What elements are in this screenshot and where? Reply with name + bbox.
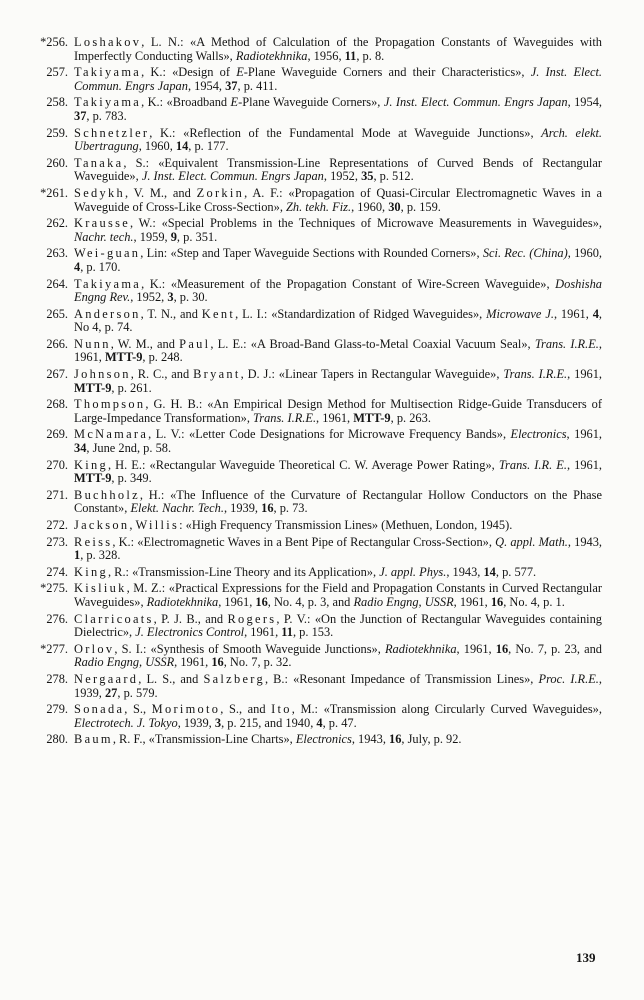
reference-text: , M.: «Transmission along Circularly Curved Waveguides», [291, 702, 602, 717]
reference-entry [30, 157, 602, 184]
reference-volume: 3 [214, 715, 222, 730]
reference-text: , W. M., and [110, 336, 180, 351]
reference-title-italic: Zh. tekh. Fiz. [286, 199, 352, 214]
reference-text: , 1952, [130, 290, 168, 305]
reference-volume: 16 [211, 655, 224, 670]
reference-entry [30, 338, 602, 365]
reference-text: , p. 215, and 1940, [221, 715, 317, 730]
reference-volume: MTT-9 [74, 380, 112, 395]
reference-text: , P. V.: «On the Junction of Rectangular Waveguides containing Dielectric», [74, 611, 602, 640]
reference-text: , p. 8. [356, 48, 385, 63]
reference-author: Nunn [74, 336, 111, 351]
reference-text: , p. 159. [400, 199, 441, 214]
reference-text: , 1961, [567, 367, 603, 382]
reference-volume: 16 [389, 732, 402, 747]
reference-entry [30, 187, 602, 214]
reference-author: Salzberg [203, 671, 265, 686]
reference-text: , R. C., and [130, 367, 194, 382]
reference-text: , V. M., and [124, 185, 197, 200]
reference-text: , 1939, [74, 671, 602, 700]
reference-text: , H. E.: «Rectangular Waveguide Theoretical C. W. Average Power Rating», [107, 457, 499, 472]
reference-author: Loshakov [74, 35, 142, 49]
reference-list [30, 36, 602, 750]
reference-text: , 1956, [307, 48, 345, 63]
reference-author: Baum [74, 732, 113, 747]
reference-entry [30, 703, 602, 730]
reference-number: 269. [46, 427, 68, 442]
reference-text: , p. 579. [117, 685, 158, 700]
reference-entry [30, 278, 602, 305]
reference-title-italic: Trans. I.R. E. [498, 457, 567, 472]
reference-number: 257. [46, 65, 68, 80]
reference-author: King [74, 564, 108, 579]
reference-author: Ito [271, 702, 292, 717]
reference-text: , 1960, [351, 199, 389, 214]
reference-number: 266. [46, 336, 68, 351]
reference-entry [30, 673, 602, 700]
reference-text: , 1961, [218, 594, 256, 609]
reference-number: *277. [40, 641, 68, 656]
reference-text: , L. I.: «Standardization of Ridged Waveguides», [235, 306, 487, 321]
reference-volume: 3 [167, 290, 174, 305]
reference-text: , p. 153. [292, 625, 334, 640]
reference-author: Orlov [74, 641, 115, 656]
reference-author: Sedykh [74, 185, 125, 200]
reference-author: Sonada [74, 702, 125, 717]
reference-title-italic: E [236, 65, 244, 80]
reference-number: 279. [46, 702, 68, 717]
reference-number: 280. [46, 732, 68, 747]
reference-author: Wei-guan [74, 246, 141, 261]
reference-text: , H.: «The Influence of the Curvature of Rectangular Hollow Conductors on the Phase Constant», [74, 487, 602, 516]
reference-volume: MTT-9 [74, 471, 112, 486]
reference-volume: 1 [74, 548, 81, 563]
reference-text: , 1939, [177, 715, 215, 730]
reference-title-italic: J. Inst. Elect. Commun. Engrs Japan [383, 95, 568, 110]
reference-entry [30, 217, 602, 244]
reference-entry [30, 489, 602, 516]
reference-text: , 1961, [566, 457, 603, 472]
reference-text: , 1961, [316, 410, 354, 425]
reference-number: 273. [46, 534, 68, 549]
reference-author: Kent [201, 306, 236, 321]
reference-number: 278. [46, 671, 68, 686]
reference-entry [30, 96, 602, 123]
reference-text: , p. 47. [322, 715, 357, 730]
reference-text: , 1961, [553, 306, 593, 321]
reference-entry [30, 247, 602, 274]
reference-text: , K.: «Electromagnetic Waves in a Bent Pipe of Rectangular Cross-Section», [112, 534, 496, 549]
reference-text: , p. 261. [111, 380, 152, 395]
reference-author: Kisliuk [74, 581, 127, 596]
reference-text: , 1961, [244, 625, 282, 640]
reference-author: Morimoto [151, 702, 221, 717]
reference-text: , p. 351. [176, 229, 218, 244]
reference-entry [30, 127, 602, 154]
reference-author: Tanaka [74, 155, 124, 170]
reference-title-italic: Q. appl. Math. [495, 534, 568, 549]
reference-author: Paul [179, 336, 211, 351]
reference-text: , K.: «Design of [141, 65, 237, 80]
reference-text: , p. 577. [495, 564, 537, 579]
reference-volume: 16 [490, 594, 504, 609]
reference-title-italic: E [230, 95, 239, 110]
reference-volume: 14 [483, 564, 496, 579]
reference-title-italic: Nachr. tech. [74, 229, 134, 244]
reference-author: Takiyama [74, 276, 142, 291]
reference-title-italic: Arch. elekt. Ubertragung [74, 125, 602, 154]
reference-volume: 9 [170, 229, 177, 244]
reference-author: Willis [135, 518, 180, 532]
reference-volume: 30 [388, 199, 401, 214]
reference-volume: 14 [175, 139, 189, 154]
reference-text: , T. N., and [140, 306, 202, 321]
reference-volume: 4 [316, 715, 323, 730]
reference-text: , 1961, [174, 655, 212, 670]
reference-text: , K.: «Measurement of the Propagation Constant of Wire-Screen Waveguide», [141, 276, 556, 291]
reference-title-italic: Radiotekhnika [146, 594, 219, 609]
reference-entry [30, 613, 602, 640]
reference-text: , June 2nd, p. 58. [86, 441, 172, 456]
reference-volume: 16 [255, 594, 268, 609]
reference-text: , M. Z.: «Practical Expressions for the Field and Propagation Constants in Curved Rectangular Waveguides», [74, 581, 602, 609]
reference-author: McNamara [74, 427, 149, 442]
reference-number: *256. [40, 35, 68, 49]
reference-text: , 1961, [566, 427, 602, 442]
reference-author: Anderson [74, 306, 141, 321]
reference-text: -Plane Waveguide Corners», [238, 95, 384, 110]
reference-author: Takiyama [74, 95, 142, 110]
reference-volume: 35 [361, 169, 374, 184]
reference-text: , 1961, [74, 336, 603, 365]
reference-volume: 16 [261, 501, 274, 516]
reference-title-italic: Radiotekhnika [235, 48, 308, 63]
reference-text: , No. 7, p. 32. [223, 655, 292, 670]
reference-number: 272. [46, 518, 68, 532]
reference-author: Takiyama [74, 65, 142, 80]
reference-text: , L. V.: «Letter Code Designations for Microwave Frequency Bands», [148, 427, 511, 442]
reference-volume: 11 [281, 625, 293, 640]
reference-text: , 1952, [323, 169, 362, 184]
reference-volume: 4 [592, 306, 599, 321]
reference-number: 271. [46, 487, 68, 502]
reference-title-italic: Microwave J. [486, 306, 554, 321]
reference-text: , p. 30. [173, 290, 208, 305]
reference-volume: 16 [495, 641, 509, 656]
reference-title-italic: Radio Engng, USSR [74, 655, 175, 670]
reference-title-italic: Radiotekhnika [384, 641, 457, 656]
reference-title-italic: J. Inst. Elect. Commun. Engrs Japan [74, 65, 602, 93]
reference-entry [30, 308, 602, 335]
reference-author: Rogers [227, 611, 277, 626]
reference-number: 265. [46, 306, 68, 321]
reference-text: , L. N.: «A Method of Calculation of the Propagation Constants of Waveguides with Imperfectly Conducting Walls», [74, 35, 602, 63]
reference-text: , No. 4, p. 1. [503, 594, 565, 609]
reference-text: , [129, 518, 136, 532]
reference-text: , 1939, [223, 501, 262, 516]
reference-text: , R. F., «Transmission-Line Charts», [112, 732, 296, 747]
reference-title-italic: J. Inst. Elect. Commun. Engrs Japan [141, 169, 324, 184]
reference-text: , 1961, [456, 641, 496, 656]
reference-text: , R.: «Transmission-Line Theory and its Application», [107, 564, 380, 579]
reference-title-italic: Electronics [295, 732, 352, 747]
reference-title-italic: Trans. I.R.E. [253, 410, 317, 425]
reference-title-italic: J. Electronics Control [135, 625, 245, 640]
reference-entry [30, 368, 602, 395]
reference-text: , S. I.: «Synthesis of Smooth Waveguide Junctions», [114, 641, 385, 656]
reference-title-italic: Radio Engng, USSR [353, 594, 454, 609]
reference-number: 259. [46, 125, 68, 140]
reference-title-italic: Elekt. Nachr. Tech. [130, 501, 224, 516]
reference-number: 276. [46, 611, 68, 626]
reference-author: Clarricoats [74, 611, 154, 626]
reference-number: 260. [46, 155, 68, 170]
reference-author: Nergaard [74, 671, 139, 686]
reference-text: , 1943, [351, 732, 390, 747]
reference-author: Jackson [74, 518, 130, 532]
reference-text: , 1959, [133, 229, 171, 244]
reference-text: , No. 4, p. 3, and [267, 594, 354, 609]
reference-entry [30, 36, 602, 63]
reference-text: , No 4, p. 74. [74, 306, 603, 335]
reference-text: , p. 349. [111, 471, 152, 486]
reference-text: , P. J. B., and [153, 611, 228, 626]
reference-volume: MTT-9 [104, 350, 143, 365]
reference-text: , Lin: «Step and Taper Waveguide Sections with Rounded Corners», [140, 246, 483, 261]
reference-volume: 27 [104, 685, 118, 700]
reference-number: 258. [46, 95, 68, 110]
reference-number: 264. [46, 276, 68, 291]
page-number: 139 [576, 950, 596, 965]
reference-text: , p. 783. [86, 108, 127, 123]
reference-text: , L. E.: «A Broad-Band Glass-to-Metal Coaxial Vacuum Seal», [210, 336, 535, 351]
reference-text: , A. F.: «Propagation of Quasi-Circular Electromagnetic Waves in a Waveguide of Cross-Like Cross-Section», [74, 185, 602, 214]
reference-entry [30, 459, 602, 486]
reference-author: Buchholz [74, 487, 140, 502]
reference-text: -Plane Waveguide Corners and their Characteristics», [243, 65, 531, 80]
reference-entry [30, 643, 602, 670]
reference-title-italic: Trans. I.R.E. [534, 336, 599, 351]
reference-title-italic: Trans. I.R.E. [503, 367, 568, 382]
reference-text: , K.: «Broadband [141, 95, 231, 110]
reference-title-italic: Proc. I.R.E. [538, 671, 599, 686]
reference-entry [30, 66, 602, 93]
reference-volume: MTT-9 [353, 410, 391, 425]
reference-number: 268. [46, 397, 68, 412]
reference-title-italic: Sci. Rec. (China) [482, 246, 568, 261]
reference-entry [30, 566, 602, 580]
reference-text: , S.: «Equivalent Transmission-Line Representations of Curved Bends of Rectangular Waveguide», [74, 155, 602, 184]
reference-entry [30, 428, 602, 455]
reference-text: , p. 170. [80, 259, 121, 274]
reference-text: , 1961, [453, 594, 491, 609]
reference-text: , D. J.: «Linear Tapers in Rectangular Waveguide», [240, 367, 504, 382]
reference-number: 274. [46, 564, 68, 579]
reference-number: 263. [46, 246, 68, 261]
reference-text: , p. 248. [142, 350, 183, 365]
reference-text: , July, p. 92. [401, 732, 462, 747]
reference-author: Bryant [193, 367, 241, 382]
reference-author: Reiss [74, 534, 113, 549]
reference-text: , p. 263. [390, 410, 431, 425]
reference-entry [30, 733, 602, 747]
reference-text: , S., [124, 702, 152, 717]
reference-entry [30, 536, 602, 563]
reference-text: , 1954, [567, 95, 602, 110]
reference-title-italic: J. appl. Phys. [379, 564, 447, 579]
reference-text: , p. 328. [80, 548, 121, 563]
reference-number: 262. [46, 216, 68, 231]
reference-text: , K.: «Reflection of the Fundamental Mode at Waveguide Junctions», [149, 125, 542, 140]
reference-text: , p. 177. [188, 139, 229, 154]
reference-text: , S., and [220, 702, 272, 717]
reference-volume: 37 [225, 78, 238, 93]
reference-text: , p. 411. [237, 78, 278, 93]
reference-number: *275. [40, 581, 68, 596]
reference-text: : «High Frequency Transmission Lines» (Methuen, London, 1945). [179, 518, 513, 532]
reference-author: Krausse [74, 216, 131, 231]
reference-text: , 1954, [187, 78, 226, 93]
reference-text: , L. S., and [138, 671, 204, 686]
reference-author: Johnson [74, 367, 131, 382]
reference-volume: 11 [344, 48, 357, 63]
reference-text: , B.: «Resonant Impedance of Transmission Lines», [264, 671, 539, 686]
reference-number: *261. [40, 185, 68, 200]
reference-title-italic: Electrotech. J. Tokyo [74, 715, 178, 730]
reference-text: , 1960, [138, 139, 176, 154]
reference-volume: 4 [74, 259, 81, 274]
reference-entry [30, 582, 602, 609]
reference-number: 270. [46, 457, 68, 472]
reference-text: , W.: «Special Problems in the Techniques of Microwave Measurements in Waveguides», [130, 216, 602, 231]
reference-text: , p. 512. [373, 169, 414, 184]
reference-text: , G. H. B.: «An Empirical Design Method for Multisection Ridge-Guide Transducers of Large-Impedance Transformation», [74, 397, 602, 425]
reference-text: , 1943, [446, 564, 484, 579]
reference-volume: 37 [74, 108, 87, 123]
reference-author: Zorkin [196, 185, 245, 200]
reference-title-italic: Doshisha Engng Rev. [74, 276, 602, 305]
reference-title-italic: Electronics [510, 427, 567, 442]
reference-number: 267. [46, 367, 68, 382]
reference-author: King [74, 457, 108, 472]
reference-entry [30, 398, 602, 425]
reference-author: Schnetzler [74, 125, 150, 140]
reference-entry [30, 519, 602, 533]
reference-volume: 34 [74, 441, 87, 456]
reference-text: , 1943, [567, 534, 603, 549]
reference-author: Thompson [74, 397, 146, 412]
reference-text: , No. 7, p. 23, and [508, 641, 603, 656]
reference-text: , p. 73. [273, 501, 308, 516]
reference-text: , 1960, [567, 246, 602, 261]
